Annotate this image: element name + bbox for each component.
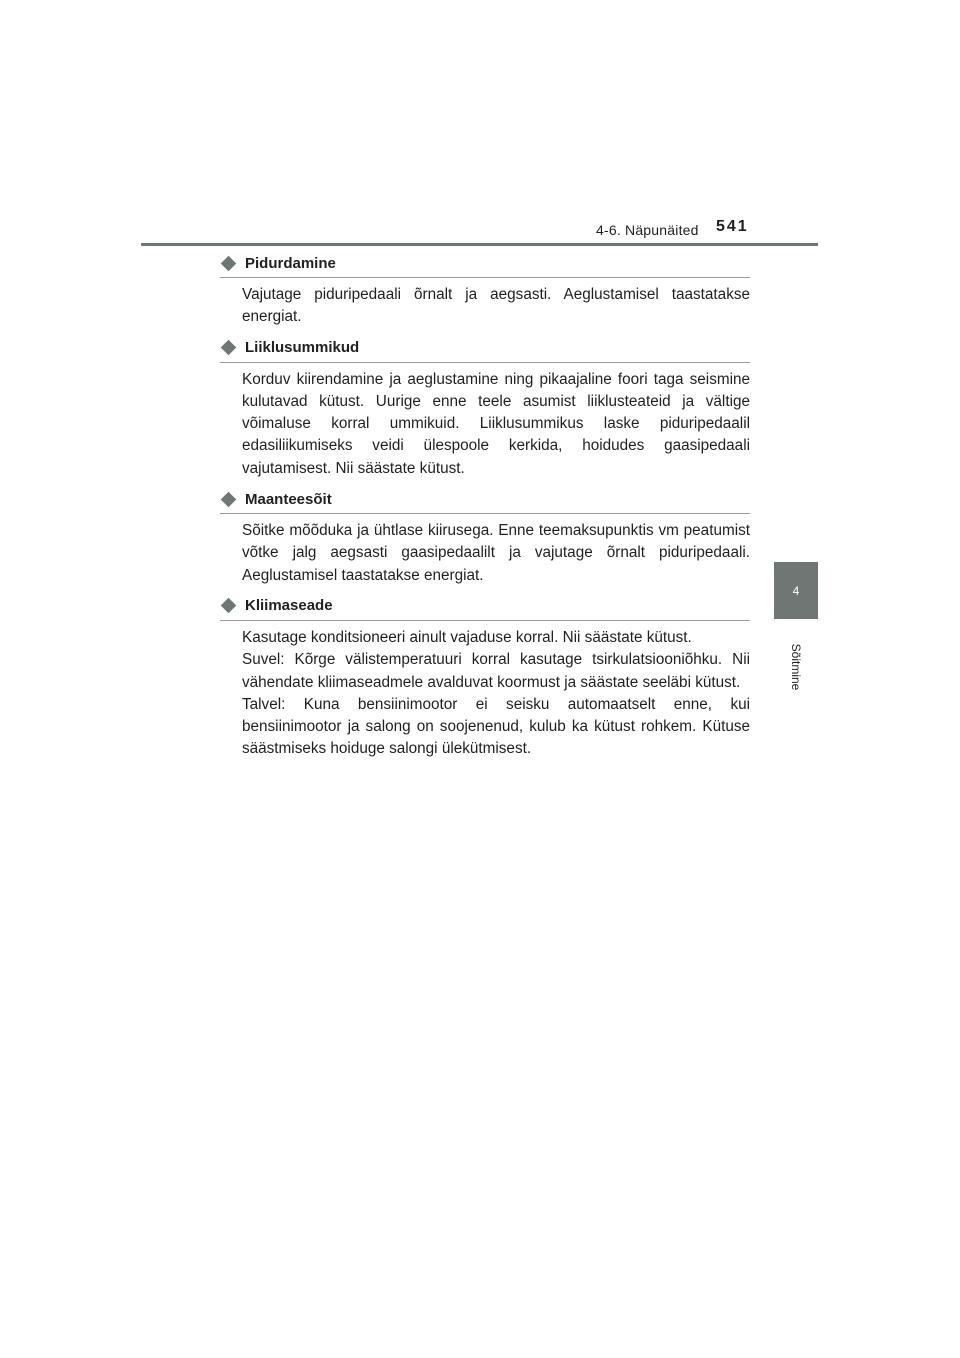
- section-body: [242, 627, 750, 761]
- paragraph: Suvel: Kõrge välistemperatuuri korral kasutage tsirkulatsiooniõhku. Nii vähendate kliimaseadmele avalduvat koormust ja säästate seeläbi kütust.: [242, 651, 750, 691]
- section-heading: [220, 337, 750, 363]
- section-heading-text: Kliimaseade: [245, 597, 333, 615]
- paragraph: Vajutage piduripedaali õrnalt ja aegsasti. Aeglustamisel taastatakse energiat.: [242, 286, 750, 326]
- section-heading: [220, 595, 750, 621]
- page-content: [220, 252, 750, 769]
- header-divider: [141, 243, 818, 246]
- paragraph: Talvel: Kuna bensiinimootor ei seisku automaatselt enne, kui bensiinimootor ja salong on soojenenud, kulub ka kütust rohkem. Kütuse säästmiseks hoiduge salongi ülekütmisest.: [242, 695, 750, 758]
- diamond-bullet-icon: [221, 598, 237, 614]
- section-heading-text: Pidurdamine: [245, 254, 336, 272]
- paragraph: Korduv kiirendamine ja aeglustamine ning pikaajaline foori taga seismine kulutavad kütust. Uurige enne teele asumist liiklusteateid ja vältige võimaluse korral ummikuid. Liiklusummikus laske piduripedaalil edasiliikumiseks veidi ülespoole kerkida, hoidudes gaasipedaali vajutamisest. Nii säästate kütust.: [242, 370, 750, 477]
- diamond-bullet-icon: [221, 340, 237, 356]
- section-body: [242, 284, 750, 329]
- page-number: 541: [716, 218, 749, 235]
- paragraph: Kasutage konditsioneeri ainult vajaduse korral. Nii säästate kütust.: [242, 628, 692, 646]
- section-body: [242, 369, 750, 480]
- section-heading-text: Maanteesõit: [245, 490, 332, 508]
- diamond-bullet-icon: [221, 491, 237, 507]
- diamond-bullet-icon: [221, 255, 237, 271]
- section-pidurdamine: [220, 252, 750, 329]
- header-section-title: 4-6. Näpunäited: [596, 222, 699, 238]
- chapter-title: Sõitmine: [789, 643, 803, 691]
- section-kliimaseade: [220, 595, 750, 761]
- section-maanteesoit: [220, 488, 750, 587]
- section-heading-text: Liiklusummikud: [245, 339, 360, 357]
- paragraph: Sõitke mõõduka ja ühtlase kiirusega. Enne teemaksupunktis vm peatumist võtke jalg aegsasti gaasipedaalilt ja vajutage õrnalt piduripedaali. Aeglustamisel taastatakse energiat.: [242, 522, 750, 584]
- section-heading: [220, 252, 750, 278]
- section-liiklusummikud: [220, 337, 750, 480]
- section-body: [242, 520, 750, 587]
- chapter-tab: [774, 562, 818, 619]
- chapter-number: 4: [792, 583, 800, 598]
- section-heading: [220, 488, 750, 514]
